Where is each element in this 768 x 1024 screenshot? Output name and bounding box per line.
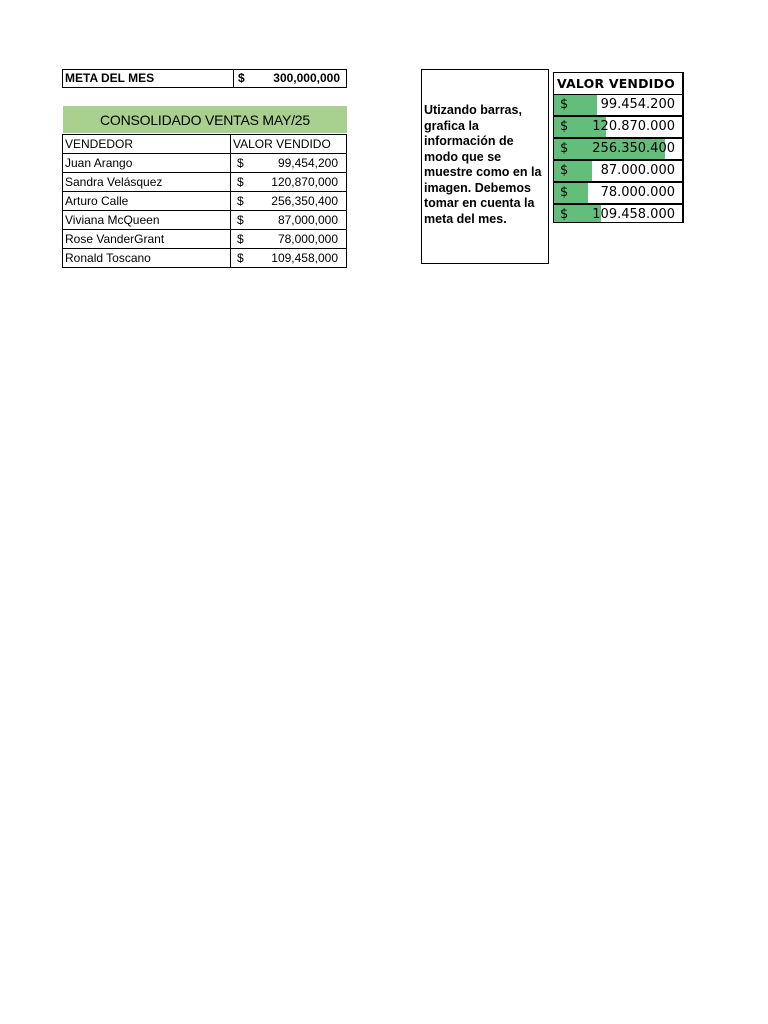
sample-header: VALOR VENDIDO	[553, 72, 683, 94]
table-row	[63, 230, 347, 249]
vendor-name: Sandra Velásquez	[63, 173, 231, 192]
sample-databar-table	[553, 72, 684, 223]
currency-symbol: $	[237, 251, 244, 265]
table-row	[63, 211, 347, 230]
sold-value-cell	[231, 230, 347, 249]
currency-symbol: $	[237, 213, 244, 227]
sample-row	[553, 204, 683, 223]
sold-value-cell	[231, 192, 347, 211]
monthly-goal-row	[62, 69, 347, 88]
sales-table-header-row	[63, 135, 347, 154]
currency-symbol: $	[237, 175, 244, 189]
sales-table	[62, 134, 347, 268]
table-row	[63, 249, 347, 268]
sold-value: 120,870,000	[271, 175, 338, 189]
table-row	[63, 173, 347, 192]
sample-row	[553, 116, 683, 138]
instructions-box	[421, 69, 549, 264]
sample-row	[553, 94, 683, 116]
sample-row	[553, 182, 683, 204]
vendor-name: Arturo Calle	[63, 192, 231, 211]
goal-value: 300,000,000	[273, 71, 340, 85]
sold-value-cell	[231, 249, 347, 268]
sample-currency: $	[560, 185, 569, 200]
currency-symbol: $	[237, 156, 244, 170]
instructions-text: Utizando barras, grafica la información de modo que se muestre como en la imagen. Debemos tomar en cuenta la meta del mes.	[424, 103, 542, 226]
currency-symbol: $	[237, 232, 244, 246]
sold-value: 109,458,000	[271, 251, 338, 265]
sample-value: 87.000.000	[600, 163, 675, 178]
sold-value-cell	[231, 173, 347, 192]
vendor-name: Rose VanderGrant	[63, 230, 231, 249]
sample-currency: $	[560, 141, 569, 156]
vendor-name: Ronald Toscano	[63, 249, 231, 268]
sample-value: 120.870.000	[592, 119, 675, 134]
goal-label: META DEL MES	[63, 70, 234, 87]
sample-value: 109.458.000	[592, 207, 675, 222]
currency-symbol: $	[237, 194, 244, 208]
sample-row	[553, 138, 683, 160]
sample-right-border	[683, 72, 684, 223]
header-vendedor: VENDEDOR	[63, 135, 231, 154]
vendor-name: Viviana McQueen	[63, 211, 231, 230]
sold-value: 87,000,000	[277, 213, 338, 227]
sample-currency: $	[560, 97, 569, 112]
table-row	[63, 192, 347, 211]
sold-value: 78,000,000	[277, 232, 338, 246]
sample-row	[553, 160, 683, 182]
header-valor-vendido: VALOR VENDIDO	[231, 135, 347, 154]
sold-value-cell	[231, 211, 347, 230]
sold-value: 256,350,400	[271, 194, 338, 208]
goal-currency: $	[238, 71, 245, 85]
sales-table-title: CONSOLIDADO VENTAS MAY/25	[63, 106, 347, 133]
vendor-name: Juan Arango	[63, 154, 231, 173]
sample-currency: $	[560, 119, 569, 134]
sample-value: 256.350.400	[592, 141, 675, 156]
sold-value: 99,454,200	[277, 156, 338, 170]
sample-currency: $	[560, 163, 569, 178]
sample-currency: $	[560, 207, 569, 222]
table-row	[63, 154, 347, 173]
sample-value: 99.454.200	[600, 97, 675, 112]
sold-value-cell	[231, 154, 347, 173]
sample-value: 78.000.000	[600, 185, 675, 200]
